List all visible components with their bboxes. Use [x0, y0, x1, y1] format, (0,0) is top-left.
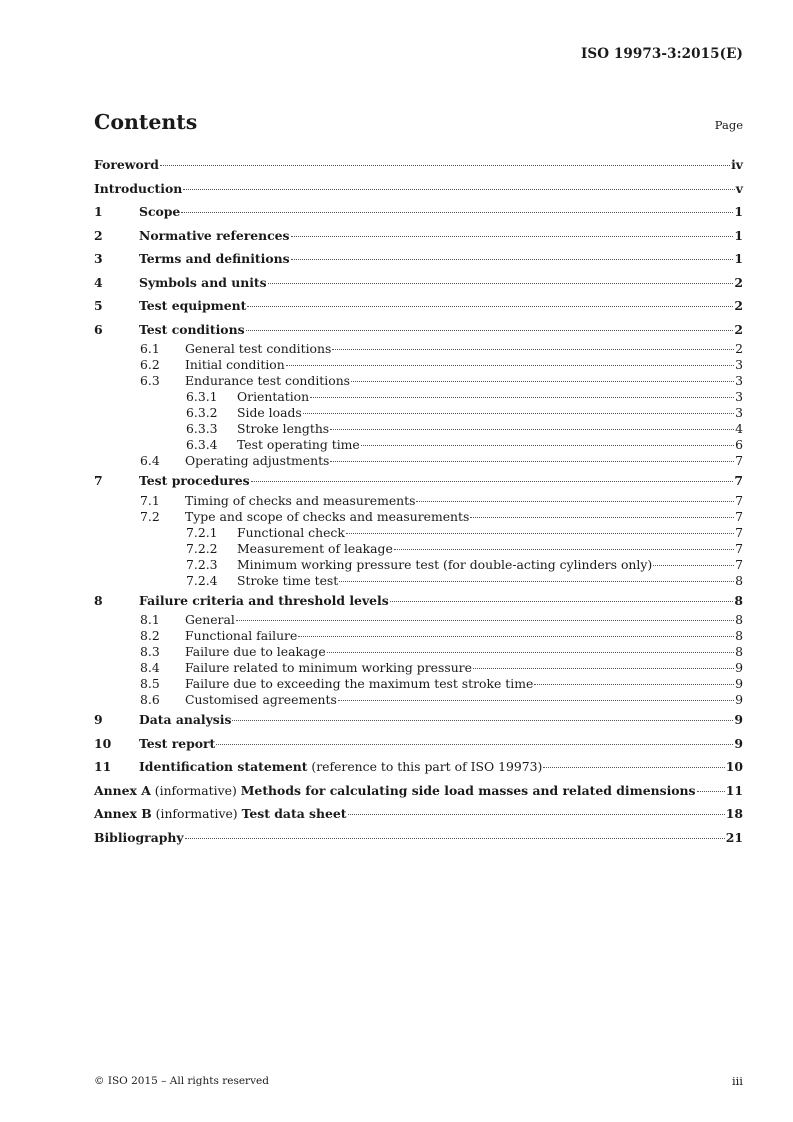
dot-leader: [543, 767, 724, 768]
toc-entry-page: 2: [734, 274, 743, 290]
toc-entry-page: 8: [735, 628, 743, 643]
toc-entry-label: Scope: [139, 204, 181, 219]
toc-entry[interactable]: [94, 341, 743, 357]
toc-entry-label: Bibliography: [94, 829, 184, 845]
toc-entry[interactable]: [94, 644, 743, 660]
toc-entry[interactable]: [94, 628, 743, 644]
toc-entry-number: 8.1: [140, 612, 160, 627]
toc-entry-number: 6.3.1: [186, 389, 218, 404]
toc-entry-page: 7: [735, 453, 743, 468]
page-title: Contents: [94, 110, 198, 134]
toc-entry-label: Functional failure: [185, 628, 298, 643]
document-id: ISO 19973-3:2015(E): [580, 46, 743, 62]
toc-entry[interactable]: [94, 469, 743, 493]
dot-leader: [303, 413, 734, 414]
toc-entry-page: 3: [735, 389, 743, 404]
dot-leader: [351, 381, 734, 382]
toc-entry-page: 6: [735, 437, 743, 452]
toc-entry-page: 11: [725, 782, 743, 798]
toc-entry-label: General: [185, 612, 235, 627]
toc-entry-page: 3: [735, 405, 743, 420]
toc-entry-number: 6.3.4: [186, 437, 218, 452]
dot-leader: [394, 549, 734, 550]
dot-leader: [246, 330, 734, 331]
toc-entry[interactable]: [94, 247, 743, 271]
toc-entry-number: 3: [94, 251, 103, 266]
page-number: iii: [731, 1074, 743, 1088]
dot-leader: [390, 601, 734, 602]
toc-entry[interactable]: [94, 493, 743, 509]
dot-leader: [247, 306, 733, 307]
dot-leader: [339, 581, 734, 582]
toc-entry-number: 9: [94, 712, 103, 727]
toc-entry-number: 7.2.1: [186, 524, 218, 540]
page-column-label: Page: [714, 118, 743, 132]
toc-entry[interactable]: [94, 612, 743, 628]
toc-entry[interactable]: [94, 224, 743, 248]
dot-leader: [183, 189, 735, 190]
dot-leader: [291, 259, 734, 260]
dot-leader: [286, 365, 734, 366]
dot-leader: [268, 283, 734, 284]
toc-entry[interactable]: [94, 589, 743, 613]
toc-entry-label: Stroke time test: [237, 572, 339, 588]
toc-entry-label: Type and scope of checks and measurements: [185, 508, 470, 524]
toc-entry-label: Orientation: [237, 389, 310, 404]
toc-entry[interactable]: [94, 405, 743, 421]
toc-entry[interactable]: [94, 525, 743, 541]
dot-leader: [330, 429, 734, 430]
toc-entry[interactable]: [94, 541, 743, 557]
toc-entry-label: Failure due to exceeding the maximum test stroke time: [185, 676, 534, 691]
toc-entry-page: 2: [734, 321, 743, 337]
toc-entry-number: 7.2.4: [186, 572, 218, 588]
toc-entry-number: 7.1: [140, 492, 160, 508]
toc-entry-page: 9: [734, 712, 743, 727]
dot-leader: [327, 652, 734, 653]
toc-entry-number: 6.3.3: [186, 421, 218, 436]
toc-entry-page: 1: [734, 227, 743, 243]
dot-leader: [160, 165, 730, 166]
copyright-notice: © ISO 2015 – All rights reserved: [94, 1075, 269, 1087]
toc-entry[interactable]: [94, 779, 743, 803]
dot-leader: [332, 349, 734, 350]
toc-entry-number: 6.4: [140, 453, 160, 468]
toc-entry-page: 1: [734, 204, 743, 219]
toc-entry-page: 7: [735, 492, 743, 508]
dot-leader: [416, 501, 734, 502]
toc-entry[interactable]: [94, 692, 743, 708]
toc-entry-page: 7: [735, 524, 743, 540]
dot-leader: [251, 481, 734, 482]
toc-entry-page: 7: [735, 556, 743, 572]
toc-entry-page: 9: [735, 660, 743, 675]
dot-leader: [697, 791, 725, 792]
toc-entry[interactable]: [94, 660, 743, 676]
dot-leader: [346, 533, 734, 534]
toc-entry-page: 3: [735, 373, 743, 388]
dot-leader: [232, 720, 733, 721]
toc-entry-label: Side loads: [237, 405, 302, 420]
dot-leader: [310, 397, 734, 398]
dot-leader: [291, 236, 734, 237]
toc-entry[interactable]: [94, 357, 743, 373]
toc-entry-page: 9: [735, 692, 743, 707]
toc-entry-label: Identification statement (reference to this part of ISO 19973): [139, 759, 543, 774]
toc-entry-label: Introduction: [94, 180, 183, 196]
toc-entry-label: Test conditions: [139, 321, 245, 337]
dot-leader: [653, 565, 734, 566]
toc-entry[interactable]: [94, 557, 743, 573]
toc-entry-page: 9: [735, 676, 743, 691]
dot-leader: [473, 668, 734, 669]
toc-entry-number: 7.2.2: [186, 540, 218, 556]
toc-entry-number: 7.2.3: [186, 556, 218, 572]
dot-leader: [361, 445, 734, 446]
dot-leader: [338, 700, 734, 701]
toc-entry-number: 8: [94, 592, 103, 608]
toc-entry-label: Foreword: [94, 157, 159, 172]
toc-entry-label: Test operating time: [237, 437, 360, 452]
toc-entry-label: Timing of checks and measurements: [185, 492, 416, 508]
toc-entry-page: 8: [735, 572, 743, 588]
toc-entry-page: 8: [734, 592, 743, 608]
toc-entry-page: 8: [735, 612, 743, 627]
toc-entry[interactable]: [94, 509, 743, 525]
toc-entry-page: 7: [735, 508, 743, 524]
toc-entry-page: 10: [725, 759, 743, 774]
toc-entry-page: 8: [735, 644, 743, 659]
toc-entry[interactable]: [94, 708, 743, 732]
toc-entry-number: 6.2: [140, 357, 160, 372]
toc-entry[interactable]: [94, 453, 743, 469]
toc-entry[interactable]: [94, 200, 743, 224]
dot-leader: [534, 684, 734, 685]
toc-entry-page: 21: [725, 829, 743, 845]
toc-entry-number: 8.6: [140, 692, 160, 707]
toc-entry-page: 7: [734, 473, 743, 488]
toc-entry-page: 4: [735, 421, 743, 436]
toc-entry-label: Test equipment: [139, 298, 247, 313]
toc-entry[interactable]: [94, 573, 743, 589]
toc-entry-label: General test conditions: [185, 341, 332, 356]
toc-entry-label: Failure related to minimum working pressure: [185, 660, 472, 675]
dot-leader: [181, 212, 733, 213]
toc-entry[interactable]: [94, 437, 743, 453]
toc-entry[interactable]: [94, 802, 743, 826]
toc-entry-label: Endurance test conditions: [185, 373, 351, 388]
toc-entry-label: Test procedures: [139, 473, 250, 488]
toc-entry-number: 8.5: [140, 676, 160, 691]
toc-entry-page: 7: [735, 540, 743, 556]
toc-entry-page: 9: [734, 735, 743, 751]
toc-entry-number: 7.2: [140, 508, 160, 524]
toc-entry-page: iv: [731, 157, 743, 172]
toc-entry-page: 3: [735, 357, 743, 372]
toc-entry-page: 1: [734, 251, 743, 266]
toc-entry[interactable]: [94, 373, 743, 389]
toc-entry[interactable]: [94, 318, 743, 342]
toc-entry-label: Normative references: [139, 227, 290, 243]
toc-entry-number: 5: [94, 298, 103, 313]
toc-entry-label: Operating adjustments: [185, 453, 330, 468]
toc-entry-number: 4: [94, 274, 103, 290]
toc-entry[interactable]: [94, 755, 743, 779]
toc-entry-label: Failure criteria and threshold levels: [139, 592, 389, 608]
toc-entry-page: 18: [725, 806, 743, 821]
toc-entry[interactable]: [94, 177, 743, 201]
toc-entry-label: Annex B (informative) Test data sheet: [94, 806, 347, 821]
toc-entry[interactable]: [94, 153, 743, 177]
dot-leader: [298, 636, 734, 637]
dot-leader: [330, 461, 734, 462]
toc-entry-label: Functional check: [237, 524, 345, 540]
toc-entry-page: 2: [735, 341, 743, 356]
toc-entry-label: Symbols and units: [139, 274, 267, 290]
toc-entry[interactable]: [94, 389, 743, 405]
toc-entry-number: 7: [94, 473, 103, 488]
toc-entry[interactable]: [94, 826, 743, 850]
toc-entry[interactable]: [94, 732, 743, 756]
dot-leader: [348, 814, 725, 815]
toc-entry-label: Terms and definitions: [139, 251, 290, 266]
dot-leader: [470, 517, 734, 518]
toc-entry-number: 8.4: [140, 660, 160, 675]
toc-entry-number: 6.3: [140, 373, 160, 388]
toc-entry-label: Initial condition: [185, 357, 285, 372]
toc-entry[interactable]: [94, 676, 743, 692]
toc-entry-number: 10: [94, 735, 112, 751]
toc-entry[interactable]: [94, 421, 743, 437]
toc-entry-number: 6: [94, 321, 103, 337]
toc-entry-label: Test report: [139, 735, 216, 751]
toc-entry-label: Data analysis: [139, 712, 232, 727]
toc-entry[interactable]: [94, 294, 743, 318]
toc-entry-number: 6.3.2: [186, 405, 218, 420]
toc-entry-number: 8.3: [140, 644, 160, 659]
toc-entry-label: Annex A (informative) Methods for calculating side load masses and related dimensions: [94, 782, 696, 798]
toc-entry-label: Minimum working pressure test (for double-acting cylinders only): [237, 556, 653, 572]
dot-leader: [216, 744, 733, 745]
toc-entry[interactable]: [94, 271, 743, 295]
toc-entry-page: v: [735, 180, 743, 196]
toc-entry-number: 11: [94, 759, 112, 774]
toc-entry-label: Measurement of leakage: [237, 540, 393, 556]
toc-entry-number: 6.1: [140, 341, 160, 356]
toc-entry-label: Customised agreements: [185, 692, 337, 707]
table-of-contents: [94, 153, 743, 849]
toc-entry-number: 1: [94, 204, 103, 219]
toc-entry-number: 8.2: [140, 628, 160, 643]
dot-leader: [185, 838, 725, 839]
toc-entry-page: 2: [734, 298, 743, 313]
toc-entry-label: Failure due to leakage: [185, 644, 326, 659]
toc-entry-number: 2: [94, 227, 103, 243]
dot-leader: [236, 620, 734, 621]
toc-entry-label: Stroke lengths: [237, 421, 330, 436]
